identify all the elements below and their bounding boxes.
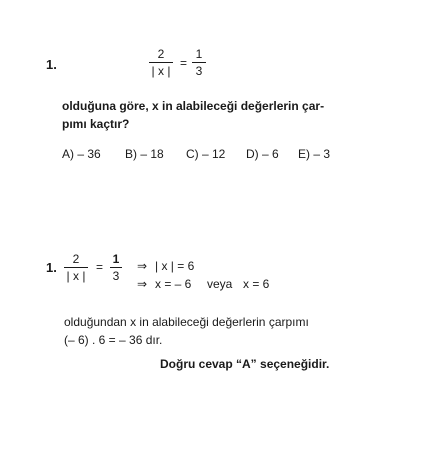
fraction-denominator: 3	[112, 269, 120, 283]
fraction-bar	[149, 62, 173, 63]
question-text-line2: pımı kaçtır?	[62, 117, 130, 131]
fraction-denominator: 3	[195, 64, 203, 78]
implies-arrow-icon: ⇒	[137, 259, 148, 273]
fraction-bar	[110, 267, 122, 268]
fraction-denominator: | x |	[66, 269, 86, 283]
step1-equation: | x | = 6	[155, 259, 195, 273]
option-a: A) – 36	[62, 147, 101, 161]
question-fraction-right	[192, 47, 206, 78]
option-e: E) – 3	[298, 147, 331, 161]
answer-statement: Doğru cevap “A” seçeneğidir.	[160, 357, 330, 371]
fraction-denominator: | x |	[151, 64, 171, 78]
fraction-numerator: 1	[195, 47, 203, 61]
question-number: 1.	[46, 57, 57, 72]
fraction-bar	[64, 267, 88, 268]
solution-text-line1: olduğundan x in alabileceği değerlerin çarpımı	[64, 315, 309, 329]
option-d: D) – 6	[246, 147, 279, 161]
solution-fraction-left	[64, 252, 88, 283]
fraction-numerator: 2	[157, 47, 165, 61]
fraction-bar	[192, 62, 206, 63]
question-fraction-left	[149, 47, 173, 78]
implies-arrow-icon: ⇒	[137, 277, 148, 291]
solution-number: 1.	[46, 260, 57, 275]
question-text-line1: olduğuna göre, x in alabileceği değerlerin çar-	[62, 99, 325, 113]
option-c: C) – 12	[186, 147, 226, 161]
fraction-numerator: 2	[72, 252, 80, 266]
step2-veya: veya	[207, 277, 233, 291]
step2-solution-b: x = 6	[243, 277, 270, 291]
equals-sign: =	[180, 56, 188, 70]
option-b: B) – 18	[125, 147, 164, 161]
step2-solution-a: x = – 6	[155, 277, 192, 291]
equals-sign: =	[96, 260, 104, 274]
solution-fraction-right	[110, 252, 122, 283]
fraction-numerator: 1	[112, 252, 120, 266]
solution-text-line2: (– 6) . 6 = – 36 dır.	[64, 333, 163, 347]
